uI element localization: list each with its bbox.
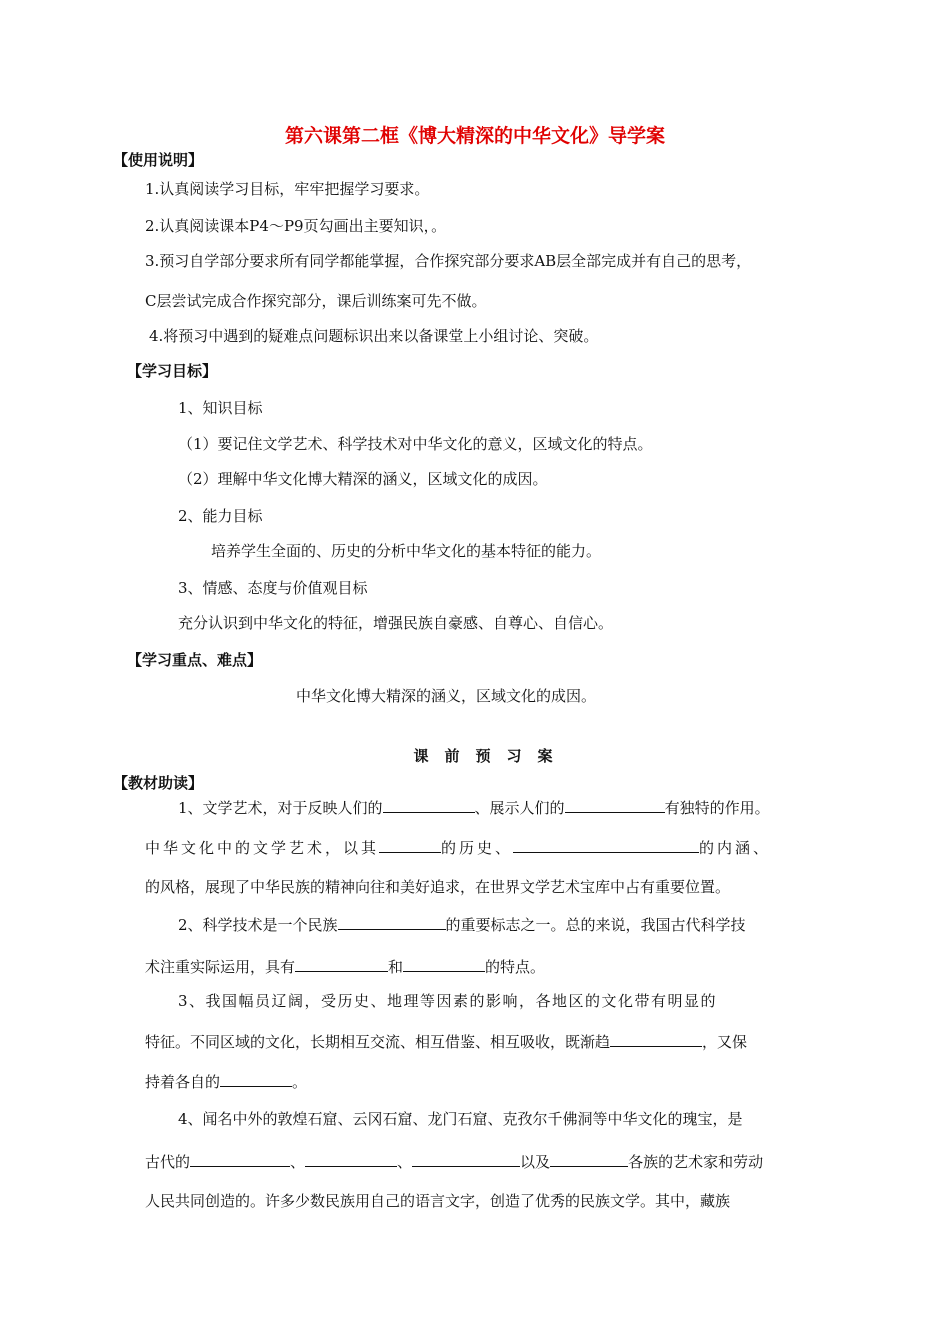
goal-ability: 2、能力目标: [178, 507, 263, 525]
fill-blank[interactable]: [513, 836, 699, 853]
usage-item-2: 2.认真阅读课本P4～P9页勾画出主要知识，。: [145, 217, 447, 235]
goal-ability-1: 培养学生全面的、历史的分析中华文化的基本特征的能力。: [211, 542, 602, 560]
q4-line-3: 人民共同创造的。许多少数民族用自己的语言文字，创造了优秀的民族文学。其中，藏族: [145, 1192, 731, 1210]
usage-item-5: 4.将预习中遇到的疑难点问题标识出来以备课堂上小组讨论、突破。: [149, 327, 599, 345]
usage-item-1: 1.认真阅读学习目标，牢牢把握学习要求。: [145, 180, 430, 198]
goals-heading: 【学习目标】: [127, 362, 218, 380]
q3-line-2: 特征。不同区域的文化，长期相互交流、相互借鉴、相互吸收，既渐趋 ，又保: [145, 1030, 747, 1053]
fill-blank[interactable]: [305, 1150, 397, 1167]
fill-blank[interactable]: [610, 1030, 702, 1047]
q2-line-2: 术注重实际运用，具有 和 的特点。: [145, 955, 545, 978]
guide-heading: 【教材助读】: [113, 774, 204, 792]
q1-line-2: 中华文化中的文学艺术，以其 的历史、 的内涵、: [145, 836, 771, 859]
usage-heading: 【使用说明】: [113, 151, 204, 169]
goal-knowledge-2: （2）理解中华文化博大精深的涵义，区域文化的成因。: [178, 470, 548, 488]
goal-emotion: 3、情感、态度与价值观目标: [178, 579, 368, 597]
fill-blank[interactable]: [412, 1150, 520, 1167]
fill-blank[interactable]: [565, 796, 665, 813]
q1-line-3: 的风格，展现了中华民族的精神向往和美好追求，在世界文学艺术宝库中占有重要位置。: [145, 878, 731, 896]
usage-item-3: 3.预习自学部分要求所有同学都能掌握，合作探究部分要求AB层全部完成并有自己的思考，: [145, 252, 752, 270]
fill-blank[interactable]: [190, 1150, 290, 1167]
fill-blank[interactable]: [403, 955, 485, 972]
fill-blank[interactable]: [338, 913, 446, 930]
q3-line-1: 3、我国幅员辽阔，受历史、地理等因素的影响，各地区的文化带有明显的: [178, 992, 718, 1010]
page-title: 第六课第二框《博大精深的中华文化》导学案: [284, 125, 665, 147]
q1-line-1: 1、文学艺术，对于反映人们的 、展示人们的 有独特的作用。: [178, 796, 770, 819]
focus-text: 中华文化博大精深的涵义，区域文化的成因。: [296, 687, 597, 705]
fill-blank[interactable]: [550, 1150, 628, 1167]
goal-knowledge-1: （1）要记住文学艺术、科学技术对中华文化的意义，区域文化的特点。: [178, 435, 653, 453]
usage-item-4: C层尝试完成合作探究部分，课后训练案可先不做。: [145, 292, 487, 310]
section-title: 课前预习案: [413, 747, 569, 765]
q4-line-2: 古代的 、 、 以及 各族的艺术家和劳动: [145, 1150, 763, 1173]
focus-heading: 【学习重点、难点】: [127, 651, 263, 669]
fill-blank[interactable]: [383, 796, 475, 813]
fill-blank[interactable]: [379, 836, 441, 853]
fill-blank[interactable]: [220, 1070, 292, 1087]
q2-line-1: 2、科学技术是一个民族 的重要标志之一。总的来说，我国古代科学技: [178, 913, 746, 936]
q4-line-1: 4、闻名中外的敦煌石窟、云冈石窟、龙门石窟、克孜尔千佛洞等中华文化的瑰宝，是: [178, 1110, 743, 1128]
goal-emotion-1: 充分认识到中华文化的特征，增强民族自豪感、自尊心、自信心。: [178, 614, 614, 632]
q3-line-3: 持着各自的 。: [145, 1070, 307, 1093]
fill-blank[interactable]: [295, 955, 388, 972]
goal-knowledge: 1、知识目标: [178, 399, 263, 417]
